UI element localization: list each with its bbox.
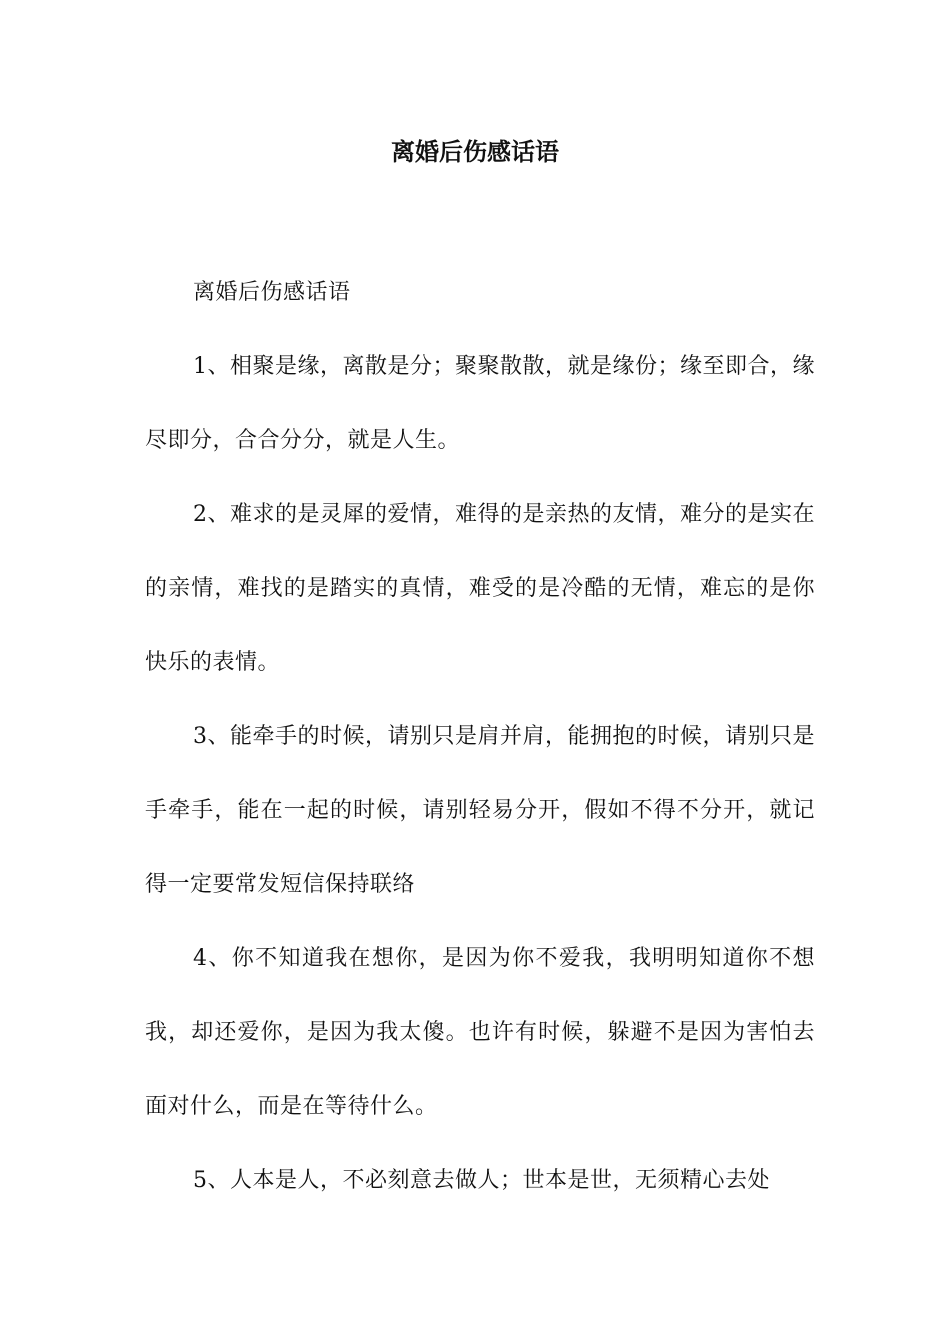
- paragraph-item-3: 3、能牵手的时候，请别只是肩并肩，能拥抱的时候，请别只是手牵手，能在一起的时候，请别轻易分开，假如不得不分开，就记得一定要常发短信保持联络: [145, 724, 815, 897]
- paragraph-heading: 离婚后伤感话语: [193, 280, 351, 305]
- paragraph-item-2: 2、难求的是灵犀的爱情，难得的是亲热的友情，难分的是实在的亲情，难找的是踏实的真情，难受的是冷酷的无情，难忘的是你快乐的表情。: [145, 502, 815, 675]
- document-body: [145, 256, 815, 1218]
- paragraph-item-4: 4、你不知道我在想你，是因为你不爱我，我明明知道你不想我，却还爱你，是因为我太傻。也许有时候，躲避不是因为害怕去面对什么，而是在等待什么。: [145, 946, 815, 1119]
- paragraph-item-5: 5、人本是人，不必刻意去做人；世本是世，无须精心去处: [193, 1168, 770, 1193]
- paragraph-item-1: 1、相聚是缘，离散是分；聚聚散散，就是缘份；缘至即合，缘尽即分，合合分分，就是人生。: [145, 354, 815, 453]
- document-title: 离婚后伤感话语: [391, 137, 559, 166]
